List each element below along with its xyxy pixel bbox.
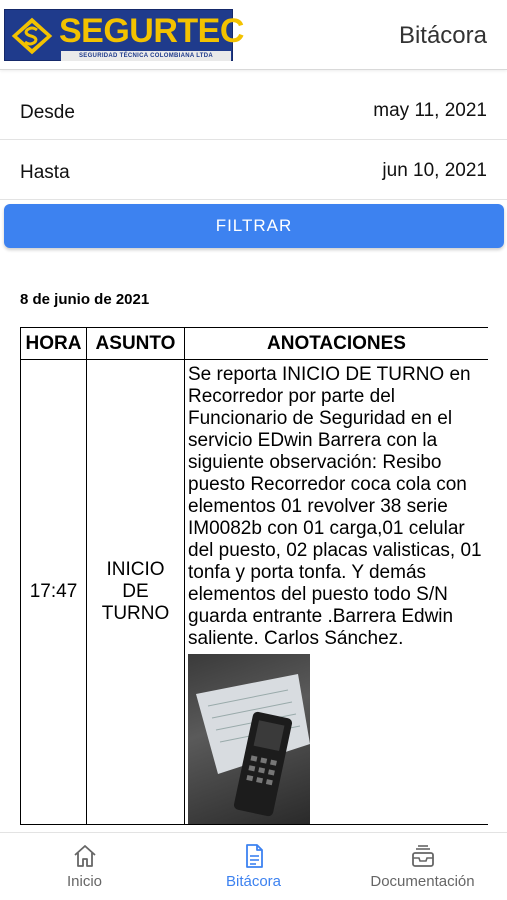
date-from-value[interactable]: may 11, 2021 [373,100,487,121]
filter-button[interactable]: FILTRAR [4,204,504,248]
log-date-heading: 8 de junio de 2021 [20,291,150,308]
table-header-row [21,328,489,360]
entry-time: 17:47 [21,360,87,825]
nav-label-bitacora: Bitácora [225,873,282,890]
photo-scene-image [188,654,310,824]
nav-item-inicio[interactable] [0,843,169,890]
table-row [21,360,489,825]
date-from-row[interactable] [0,80,507,140]
entry-notes-cell [185,360,489,825]
entry-notes-text: Se reporta INICIO DE TURNO en Recorredor por parte del Funcionario de Seguridad en el servicio EDwin Barrera con la siguiente observación: Resibo puesto Recorredor coca cola con elementos 01 revolver 38 serie IM0082b con 01 carga,01 celular del puesto, 02 placas valisticas, 01 tonfa y porta tonfa. Y demás elementos del puesto todo S/N guarda entrante .Barrera Edwin saliente. Carlos Sánchez. [188,364,482,649]
nav-label-documentacion: Documentación [370,873,475,890]
home-icon [72,843,98,869]
column-header-asunto: ASUNTO [87,328,185,360]
logo-wordmark: SEGURTEC [59,12,244,50]
entry-subject-text: INICIO DE TURNO [101,559,170,624]
column-header-hora: HORA [21,328,87,360]
date-to-label: Hasta [20,162,70,183]
logo-subtitle: SEGURIDAD TÉCNICA COLOMBIANA LTDA [61,51,231,61]
column-header-anotaciones: ANOTACIONES [185,328,489,360]
page-title: Bitácora [398,22,487,49]
entry-subject [87,360,185,825]
logo-diamond-icon [10,16,54,56]
nav-label-inicio: Inicio [66,873,103,890]
entry-photo[interactable] [188,654,310,824]
document-icon [241,843,267,869]
date-from-label: Desde [20,102,75,123]
segurtec-logo [4,9,244,61]
log-table-container[interactable] [20,327,488,832]
archive-tray-icon [410,843,436,869]
nav-item-bitacora[interactable] [169,843,338,890]
date-to-value[interactable]: jun 10, 2021 [382,160,487,181]
log-table [20,327,488,825]
nav-item-documentacion[interactable] [338,843,507,890]
bottom-navigation [0,832,507,900]
app-header [0,0,507,70]
date-to-row[interactable] [0,140,507,200]
